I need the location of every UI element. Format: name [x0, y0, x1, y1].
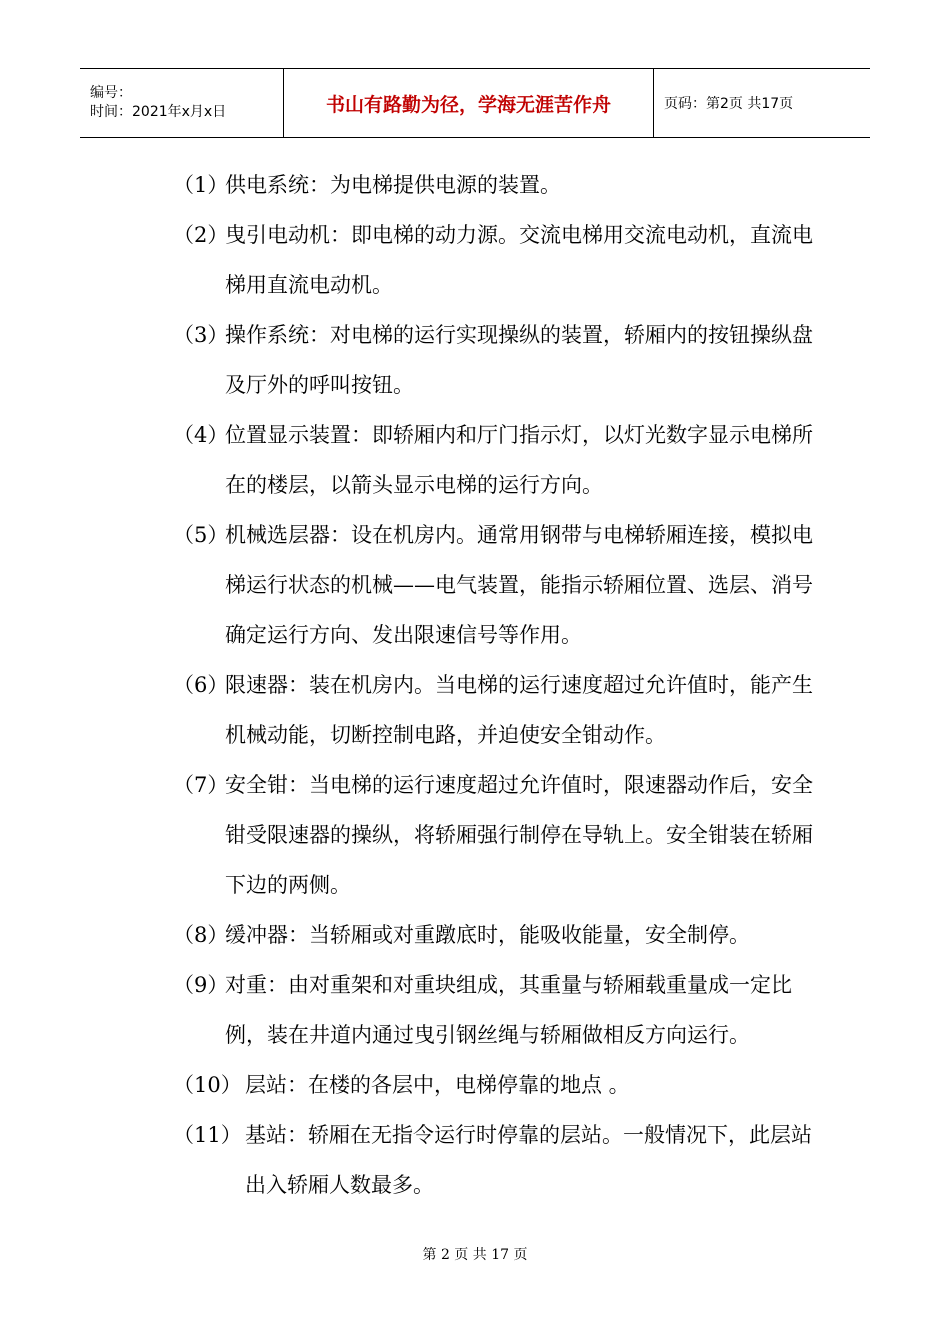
list-item	[173, 510, 813, 660]
item-text: 对重：由对重架和对重块组成，其重量与轿厢载重量成一定比例，装在井道内通过曳引钢丝绳与轿厢做相反方向运行。	[225, 973, 792, 1047]
page-footer: 第 2 页 共 17 页	[422, 1247, 528, 1263]
list-item	[173, 910, 813, 960]
header-page-info: 页码：第2页 共17页	[664, 96, 794, 112]
item-text: 层站：在楼的各层中，电梯停靠的地点 。	[245, 1073, 630, 1097]
list-item	[173, 960, 813, 1060]
list-item	[173, 160, 813, 210]
document-body	[173, 160, 813, 1210]
item-text: 曳引电动机：即电梯的动力源。交流电梯用交流电动机，直流电梯用直流电动机。	[225, 223, 813, 297]
item-number: （11）	[173, 1123, 242, 1147]
list-item	[173, 660, 813, 760]
item-number: （8）	[173, 923, 229, 947]
item-number: （1）	[173, 173, 229, 197]
item-text: 限速器：装在机房内。当电梯的运行速度超过允许值时，能产生机械动能，切断控制电路，并迫使安全钳动作。	[225, 673, 813, 747]
item-number: （3）	[173, 323, 229, 347]
item-number: （10）	[173, 1073, 242, 1097]
item-text: 供电系统：为电梯提供电源的装置。	[225, 173, 561, 197]
list-item	[173, 760, 813, 910]
document-code-label: 编号：	[90, 85, 132, 101]
item-text: 机械选层器：设在机房内。通常用钢带与电梯轿厢连接，模拟电梯运行状态的机械——电气装置，能指示轿厢位置、选层、消号确定运行方向、发出限速信号等作用。	[225, 523, 813, 647]
list-item	[173, 310, 813, 410]
item-number: （9）	[173, 973, 229, 997]
item-number: （6）	[173, 673, 229, 697]
item-text: 缓冲器：当轿厢或对重蹾底时，能吸收能量，安全制停。	[225, 923, 750, 947]
item-text: 安全钳：当电梯的运行速度超过允许值时，限速器动作后，安全钳受限速器的操纵，将轿厢强行制停在导轨上。安全钳装在轿厢下边的两侧。	[225, 773, 813, 897]
list-item	[173, 410, 813, 510]
item-number: （4）	[173, 423, 229, 447]
page-header	[80, 68, 870, 138]
list-item	[173, 1110, 813, 1210]
list-item	[173, 1060, 813, 1110]
item-text: 位置显示装置：即轿厢内和厅门指示灯，以灯光数字显示电梯所在的楼层，以箭头显示电梯的运行方向。	[225, 423, 813, 497]
item-number: （2）	[173, 223, 229, 247]
header-meta	[80, 69, 284, 137]
list-item	[173, 210, 813, 310]
item-text: 基站：轿厢在无指令运行时停靠的层站。一般情况下，此层站出入轿厢人数最多。	[245, 1123, 812, 1197]
item-text: 操作系统：对电梯的运行实现操纵的装置，轿厢内的按钮操纵盘及厅外的呼叫按钮。	[225, 323, 813, 397]
item-number: （5）	[173, 523, 229, 547]
document-date: 时间：2021年x月x日	[90, 104, 227, 120]
header-motto: 书山有路勤为径，学海无涯苦作舟	[284, 69, 654, 137]
item-number: （7）	[173, 773, 229, 797]
